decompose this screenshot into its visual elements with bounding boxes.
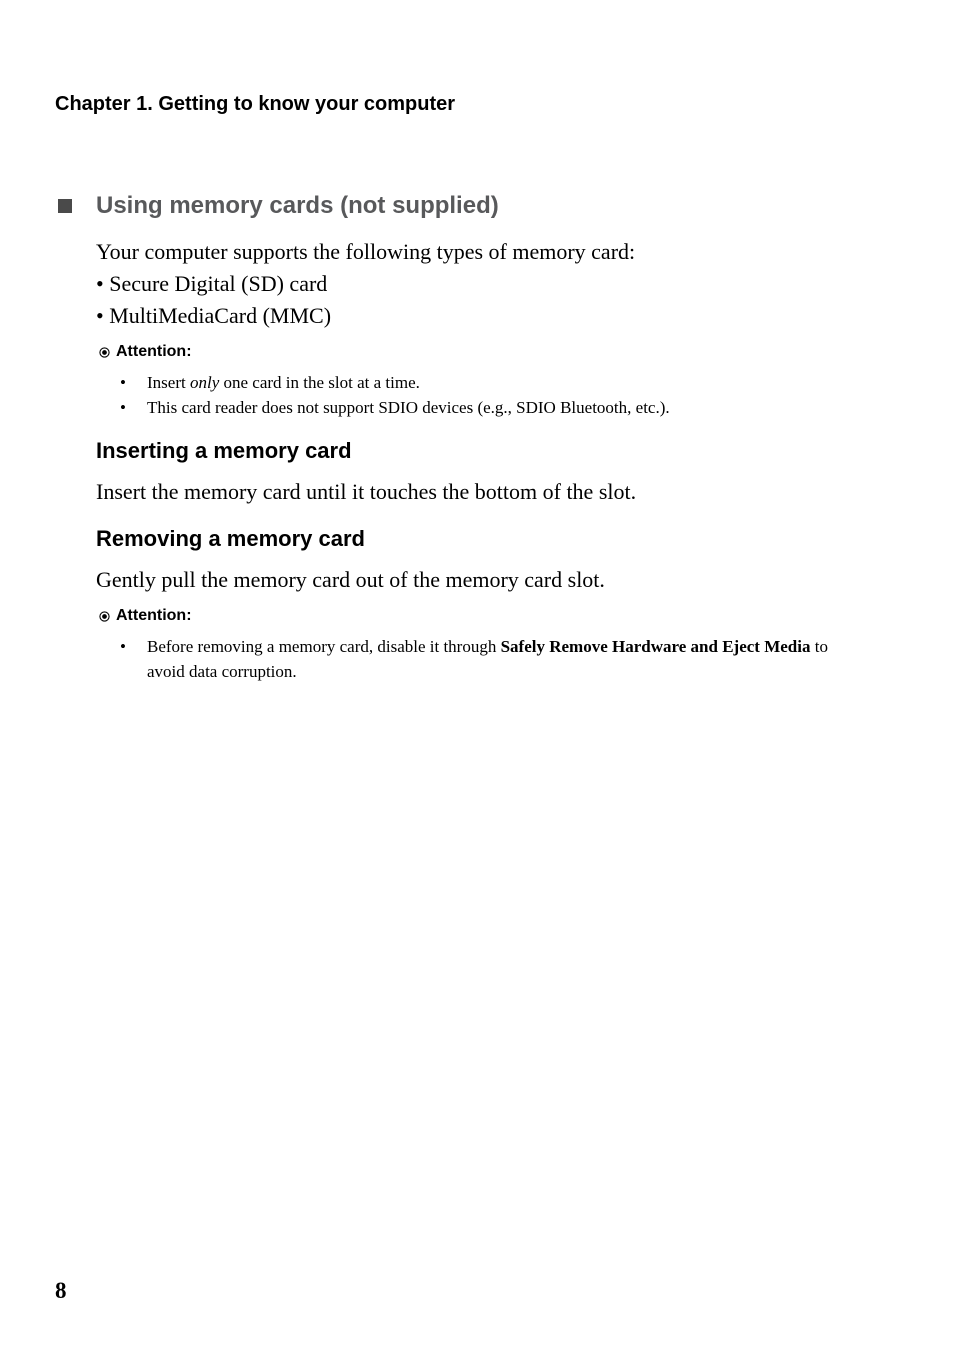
attention-label-text: Attention: (116, 343, 192, 360)
section-title: Using memory cards (not supplied) (96, 192, 499, 219)
inserting-text: Insert the memory card until it touches the bottom of the slot. (96, 479, 637, 504)
attention-target-icon (99, 611, 110, 622)
card-type-item: • Secure Digital (SD) card (96, 271, 328, 296)
attention-list (96, 634, 856, 684)
attention-label (99, 342, 856, 362)
attention-item-text: Before removing a memory card, disable it through (147, 637, 501, 656)
card-type-item: • MultiMediaCard (MMC) (96, 303, 332, 328)
attention-label (99, 606, 856, 626)
attention-item-text: This card reader does not support SDIO devices (e.g., SDIO Bluetooth, etc.). (147, 398, 670, 417)
main-content (96, 236, 856, 684)
attention-item-emphasis: only (189, 373, 220, 392)
bullet: • (120, 398, 126, 417)
bullet: • (120, 373, 126, 392)
square-bullet-icon (58, 199, 72, 213)
inserting-heading: Inserting a memory card (96, 438, 352, 463)
attention-item (96, 370, 856, 395)
page-number: 8 (55, 1278, 67, 1303)
attention-target-icon (99, 347, 110, 358)
attention-item-text: Insert (147, 373, 190, 392)
removing-text: Gently pull the memory card out of the memory card slot. (96, 567, 605, 592)
attention-item (96, 395, 856, 420)
attention-item-bold: Safely Remove Hardware and Eject Media (500, 637, 811, 656)
attention-list (96, 370, 856, 420)
attention-label-text: Attention: (116, 607, 192, 624)
intro-text: Your computer supports the following types of memory card: (96, 239, 636, 264)
attention-item-text: one card in the slot at a time. (219, 373, 420, 392)
attention-item (96, 634, 856, 684)
attention-item-text: to avoid data corruption. (147, 637, 828, 681)
removing-heading: Removing a memory card (96, 526, 365, 551)
section-heading (55, 192, 499, 220)
card-types-list (96, 268, 856, 332)
bullet: • (120, 637, 126, 656)
chapter-header: Chapter 1. Getting to know your computer (55, 93, 456, 115)
